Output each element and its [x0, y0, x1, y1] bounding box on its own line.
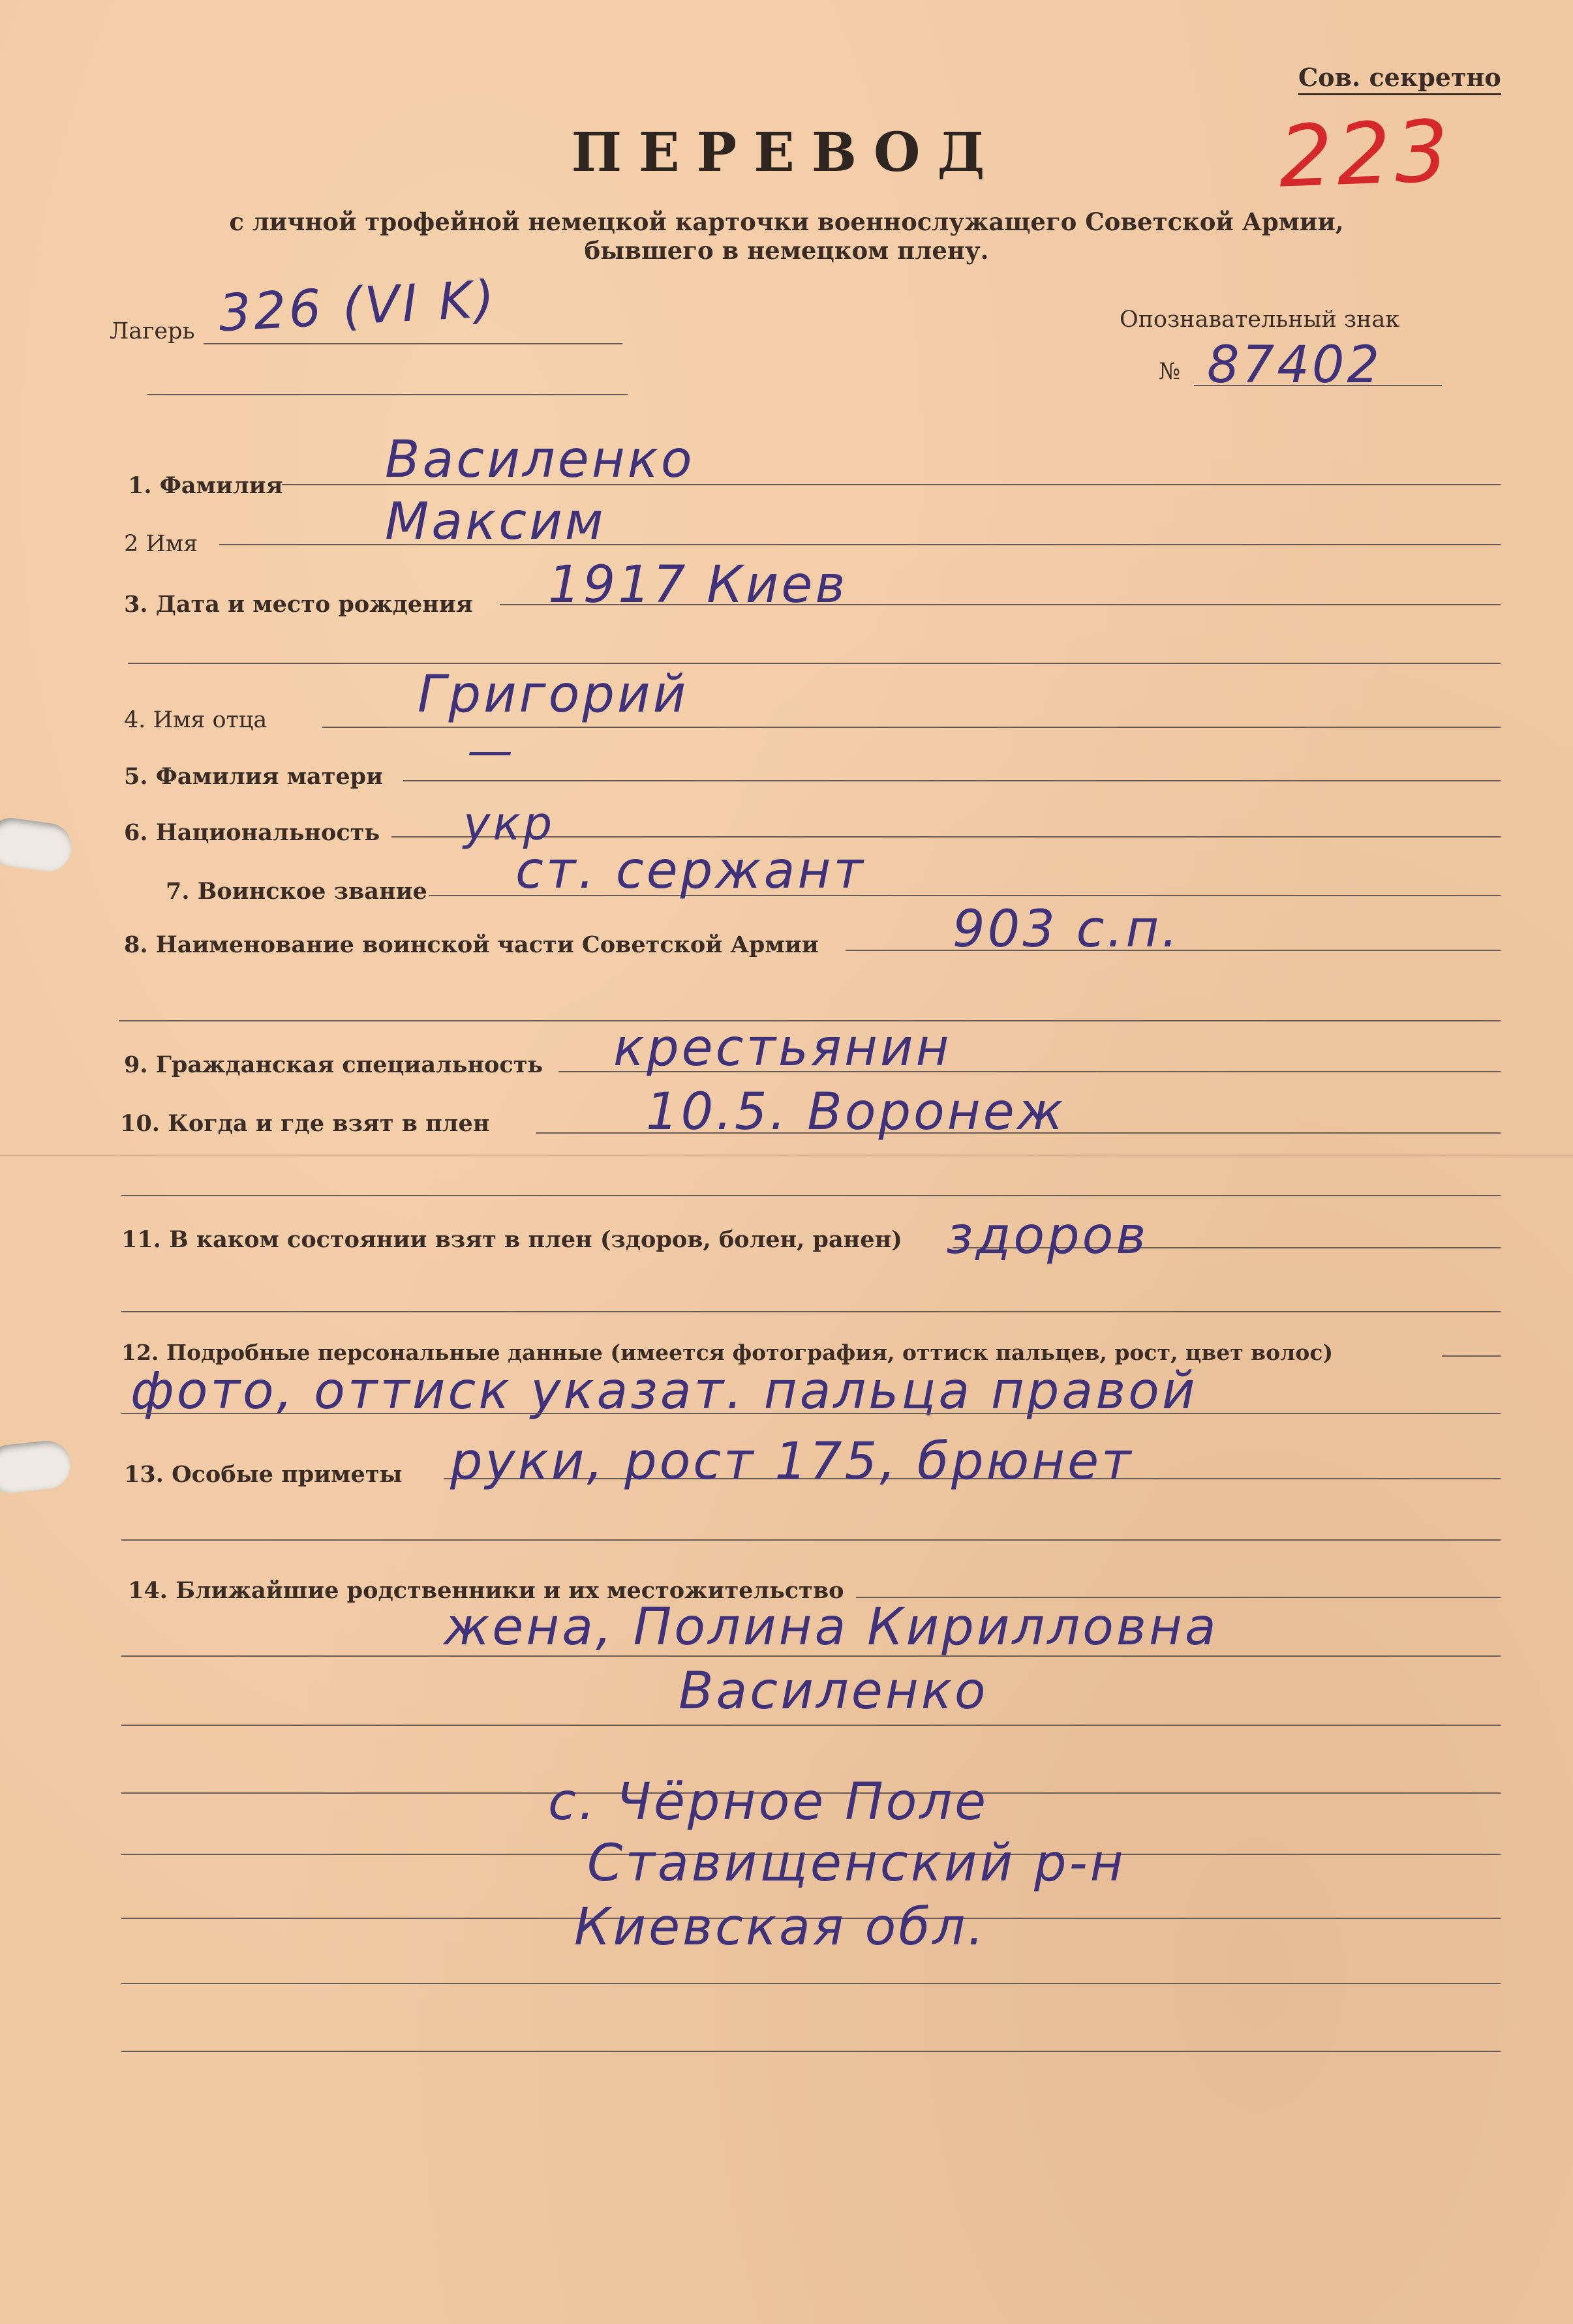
field-name-value: Максим — [385, 492, 606, 551]
field-rank-value: ст. сержант — [515, 841, 866, 900]
field-mother-label: 5. Фамилия матери — [124, 763, 384, 790]
camp-value: 326 (VI K) — [217, 269, 498, 344]
field-personal-value: фото, оттиск указат. пальца правой — [130, 1362, 1198, 1421]
relatives-line-5: Киевская обл. — [574, 1898, 987, 1957]
field-rank-label: 7. Воинское звание — [166, 878, 427, 905]
camp-line-2 — [147, 394, 628, 395]
field-line — [121, 1725, 1501, 1726]
field-line — [121, 1983, 1501, 1984]
field-line — [1442, 1355, 1501, 1357]
field-name-label: 2 Имя — [124, 531, 198, 557]
document-subtitle: бывшего в немецком плену. — [584, 236, 989, 265]
field-condition-label: 11. В каком состоянии взят в плен (здоров, болен, ранен) — [121, 1226, 902, 1253]
relatives-line-1: жена, Полина Кирилловна — [444, 1598, 1219, 1657]
tag-no-label: № — [1159, 359, 1181, 385]
field-line — [121, 1539, 1501, 1541]
field-capture-label: 10. Когда и где взят в плен — [120, 1110, 490, 1137]
field-surname-label: 1. Фамилия — [128, 472, 283, 499]
document-title: ПЕРЕВОД — [571, 121, 1002, 184]
field-personal-label: 12. Подробные персональные данные (имеется фотография, оттиск пальцев, рост, цвет волос) — [121, 1340, 1334, 1365]
field-profession-value: крестьянин — [613, 1019, 952, 1078]
field-surname-value: Василенко — [385, 430, 695, 489]
relatives-line-4: Ставищенский р-н — [587, 1834, 1126, 1893]
document-subtitle: с личной трофейной немецкой карточки военнослужащего Советской Армии, — [229, 207, 1344, 236]
relatives-line-3: с. Чёрное Поле — [548, 1773, 989, 1832]
field-unit-label: 8. Наименование воинской части Советской Армии — [124, 931, 819, 958]
camp-label: Лагерь — [110, 318, 195, 344]
red-file-number: 223 — [1277, 101, 1454, 207]
field-line — [121, 1413, 1501, 1414]
field-nationality-label: 6. Национальность — [124, 819, 380, 846]
field-line — [128, 663, 1501, 664]
field-nationality-value: укр — [463, 797, 555, 851]
field-condition-value: здоров — [946, 1207, 1149, 1265]
field-father-value: Григорий — [418, 665, 689, 724]
field-profession-label: 9. Гражданская специальность — [124, 1051, 543, 1078]
field-father-label: 4. Имя отца — [124, 707, 267, 733]
field-line — [121, 1655, 1501, 1657]
field-relatives-label: 14. Ближайшие родственники и их местожительство — [128, 1577, 844, 1604]
field-birth-label: 3. Дата и место рождения — [124, 591, 473, 618]
field-birth-value: 1917 Киев — [548, 556, 848, 614]
paper-fold — [0, 1154, 1573, 1156]
field-mother-value: — — [467, 724, 515, 777]
punch-hole — [0, 1438, 73, 1495]
field-line — [403, 780, 1501, 781]
punch-hole — [0, 815, 75, 874]
field-line — [121, 2051, 1501, 2052]
classification-stamp: Сов. секретно — [1298, 63, 1501, 95]
field-line — [391, 836, 1501, 838]
camp-line — [204, 343, 622, 344]
field-unit-value: 903 с.п. — [953, 900, 1181, 959]
field-line — [121, 1195, 1501, 1196]
field-capture-value: 10.5. Воронеж — [646, 1083, 1065, 1141]
relatives-line-2: Василенко — [679, 1662, 988, 1721]
tag-value: 87402 — [1207, 336, 1382, 395]
field-features-label: 13. Особые приметы — [124, 1461, 403, 1488]
field-features-value: руки, рост 175, брюнет — [450, 1432, 1134, 1491]
field-line — [121, 1311, 1501, 1312]
tag-label: Опознавательный знак — [1120, 307, 1400, 333]
